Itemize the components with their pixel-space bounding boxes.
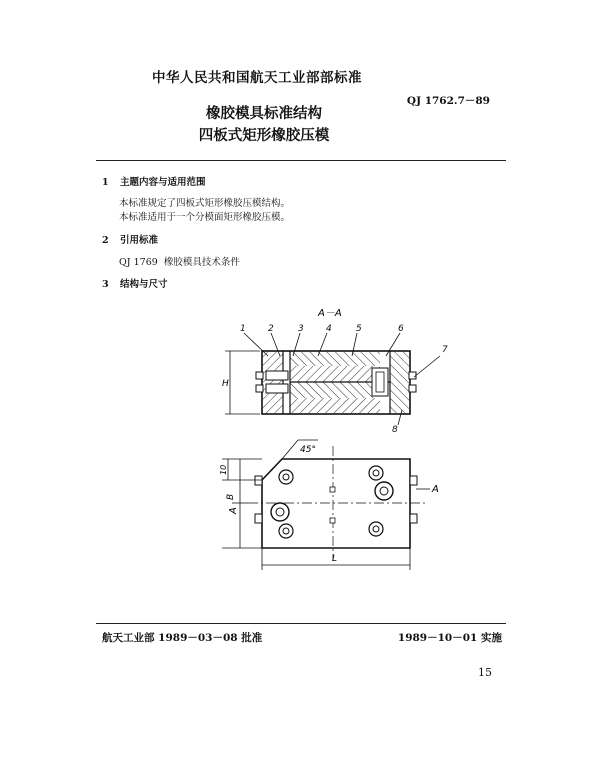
part-label-8: 8: [392, 425, 398, 435]
right-plate: [390, 352, 409, 413]
approval-note: 航天工业部 1989－03－08 批准: [102, 632, 263, 644]
effective-date: 1989－10－01 实施: [397, 632, 502, 644]
section-1-number: 1: [102, 177, 109, 188]
left-plate: [263, 352, 283, 413]
section-2-number: 2: [102, 235, 109, 246]
issuing-organization: 中华人民共和国航天工业部部标准: [152, 70, 362, 86]
cut-marker-left: A: [228, 507, 239, 514]
upper-plate: [290, 352, 380, 366]
section-label: A－A: [318, 308, 342, 319]
part-label-2: 2: [268, 324, 274, 334]
lower-plate: [290, 398, 380, 413]
section-3-title: 结构与尺寸: [120, 279, 168, 290]
cut-marker-right: A: [432, 484, 439, 495]
part-label-7: 7: [442, 345, 448, 355]
document-title-line1: 橡胶模具标准结构: [206, 105, 322, 122]
standard-number: QJ 1762.7－89: [406, 95, 490, 107]
section-3-number: 3: [102, 279, 109, 290]
reference-code: QJ 1769: [119, 257, 158, 268]
part-label-5: 5: [356, 324, 362, 334]
section-2-title: 引用标准: [120, 235, 159, 246]
part-label-6: 6: [398, 324, 404, 334]
section-1-paragraph-2: 本标准适用于一个分模面矩形橡胶压模。: [119, 212, 291, 223]
part-label-1: 1: [240, 324, 246, 334]
document-title-line2: 四板式矩形橡胶压模: [198, 127, 330, 144]
plan-view: [248, 446, 425, 560]
cavity-plate-lower: [290, 382, 380, 398]
part-label-3: 3: [298, 324, 304, 334]
section-1-title: 主题内容与适用范围: [120, 177, 206, 188]
section-1-paragraph-1: 本标准规定了四板式矩形橡胶压模结构。: [119, 198, 291, 209]
page-number: 15: [478, 666, 492, 679]
part-label-4: 4: [326, 324, 332, 334]
section-view: [256, 351, 416, 414]
dimension-B: B: [226, 493, 236, 500]
dimension-10: 10: [219, 464, 228, 475]
angle-label: 45°: [300, 445, 316, 455]
reference-title: 橡胶模具技术条件: [163, 257, 240, 268]
footer-divider: [96, 623, 506, 624]
dimension-H: H: [222, 379, 229, 389]
cavity-plate-upper: [290, 366, 380, 382]
dimension-L: L: [332, 554, 338, 564]
